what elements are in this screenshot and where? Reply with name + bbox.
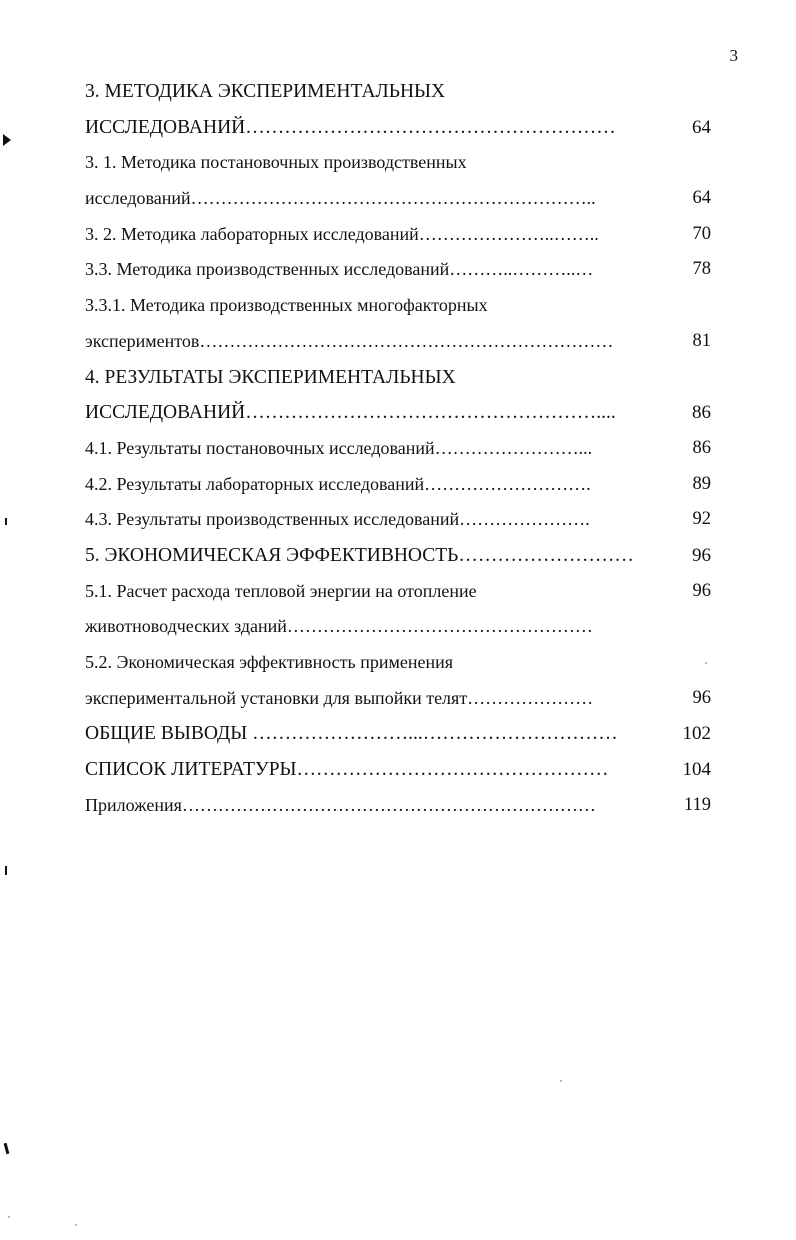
toc-entry-text: экспериментов…………………………………………………………… — [85, 330, 614, 351]
toc-entry-text: ИССЛЕДОВАНИЙ……………………………………………….... — [85, 402, 616, 424]
toc-entry — [85, 467, 715, 503]
scan-speck — [75, 1224, 77, 1226]
toc-entry — [85, 431, 715, 467]
table-of-contents — [85, 74, 715, 823]
scan-mark — [5, 866, 7, 875]
toc-entry-text: 4.3. Результаты производственных исследований…………………. — [85, 509, 590, 530]
toc-entry-page: 89 — [692, 473, 711, 494]
toc-entry-text: 3. 2. Методика лабораторных исследований…………………..…….. — [85, 223, 599, 244]
toc-entry — [85, 716, 715, 752]
toc-entry — [85, 681, 715, 717]
scan-arrow-mark — [3, 134, 11, 146]
toc-entry-text: 3.3. Методика производственных исследований………..………..… — [85, 259, 594, 280]
toc-entry-page: 86 — [692, 402, 711, 424]
toc-entry — [85, 252, 715, 288]
toc-entry — [85, 538, 715, 574]
toc-entry-page: 96 — [692, 544, 711, 566]
toc-entry-text: 4. РЕЗУЛЬТАТЫ ЭКСПЕРИМЕНТАЛЬНЫХ — [85, 366, 456, 388]
scan-speck — [705, 662, 707, 664]
scan-mark — [5, 518, 7, 525]
toc-entry-page: 96 — [692, 580, 711, 601]
toc-entry — [85, 574, 715, 610]
toc-entry-text: 5. ЭКОНОМИЧЕСКАЯ ЭФФЕКТИВНОСТЬ……………………… — [85, 544, 634, 566]
toc-entry — [85, 145, 715, 181]
toc-entry-text: Приложения…………………………………………………………… — [85, 794, 596, 815]
toc-entry — [85, 609, 715, 645]
toc-entry-text: 4.1. Результаты постановочных исследований……………………... — [85, 437, 593, 458]
toc-entry-page: 104 — [682, 759, 711, 781]
toc-entry-page: 81 — [692, 330, 711, 351]
toc-entry-text: ОБЩИЕ ВЫВОДЫ ……………………...………………………… — [85, 723, 618, 745]
toc-entry-text: 5.2. Экономическая эффективность применения — [85, 652, 454, 672]
scan-speck — [8, 1216, 10, 1218]
toc-entry-page: 102 — [682, 723, 711, 745]
toc-entry — [85, 645, 715, 681]
scan-speck — [560, 1080, 562, 1082]
toc-entry-text: 3. 1. Методика постановочных производственных — [85, 152, 467, 173]
toc-entry-text: 3. МЕТОДИКА ЭКСПЕРИМЕНТАЛЬНЫХ — [85, 81, 446, 102]
toc-entry-text: исследований………………………………………………………….. — [85, 188, 596, 209]
toc-entry — [85, 288, 715, 324]
toc-entry — [85, 360, 715, 396]
toc-entry — [85, 788, 715, 824]
toc-entry — [85, 324, 715, 360]
toc-entry-page: 78 — [692, 259, 711, 280]
toc-entry-text: ИССЛЕДОВАНИЙ………………………………………………… — [85, 116, 616, 138]
toc-entry-text: экспериментальной установки для выпойки телят………………… — [85, 687, 594, 708]
toc-entry-page: 86 — [692, 437, 711, 458]
toc-entry-text: 3.3.1. Методика производственных многофакторных — [85, 295, 488, 316]
scan-mark — [4, 1143, 10, 1154]
toc-entry-text: СПИСОК ЛИТЕРАТУРЫ………………………………………… — [85, 759, 609, 781]
toc-entry — [85, 74, 715, 110]
toc-entry-page: 70 — [692, 223, 711, 244]
toc-entry-page: 64 — [692, 188, 711, 209]
toc-entry — [85, 395, 715, 431]
page-number: 3 — [729, 46, 738, 65]
toc-entry-text: 5.1. Расчет расхода тепловой энергии на отопление — [85, 580, 477, 601]
toc-entry — [85, 181, 715, 217]
toc-entry-page: 92 — [692, 509, 711, 530]
toc-entry — [85, 752, 715, 788]
toc-entry-page: 96 — [692, 687, 711, 708]
toc-entry-page: 119 — [683, 794, 711, 815]
toc-entry — [85, 217, 715, 253]
toc-entry-text: 4.2. Результаты лабораторных исследований………………………. — [85, 473, 591, 494]
toc-entry-text: животноводческих зданий…………………………………………… — [85, 616, 593, 637]
toc-entry-page: 64 — [692, 116, 711, 138]
toc-entry — [85, 110, 715, 146]
toc-entry — [85, 502, 715, 538]
